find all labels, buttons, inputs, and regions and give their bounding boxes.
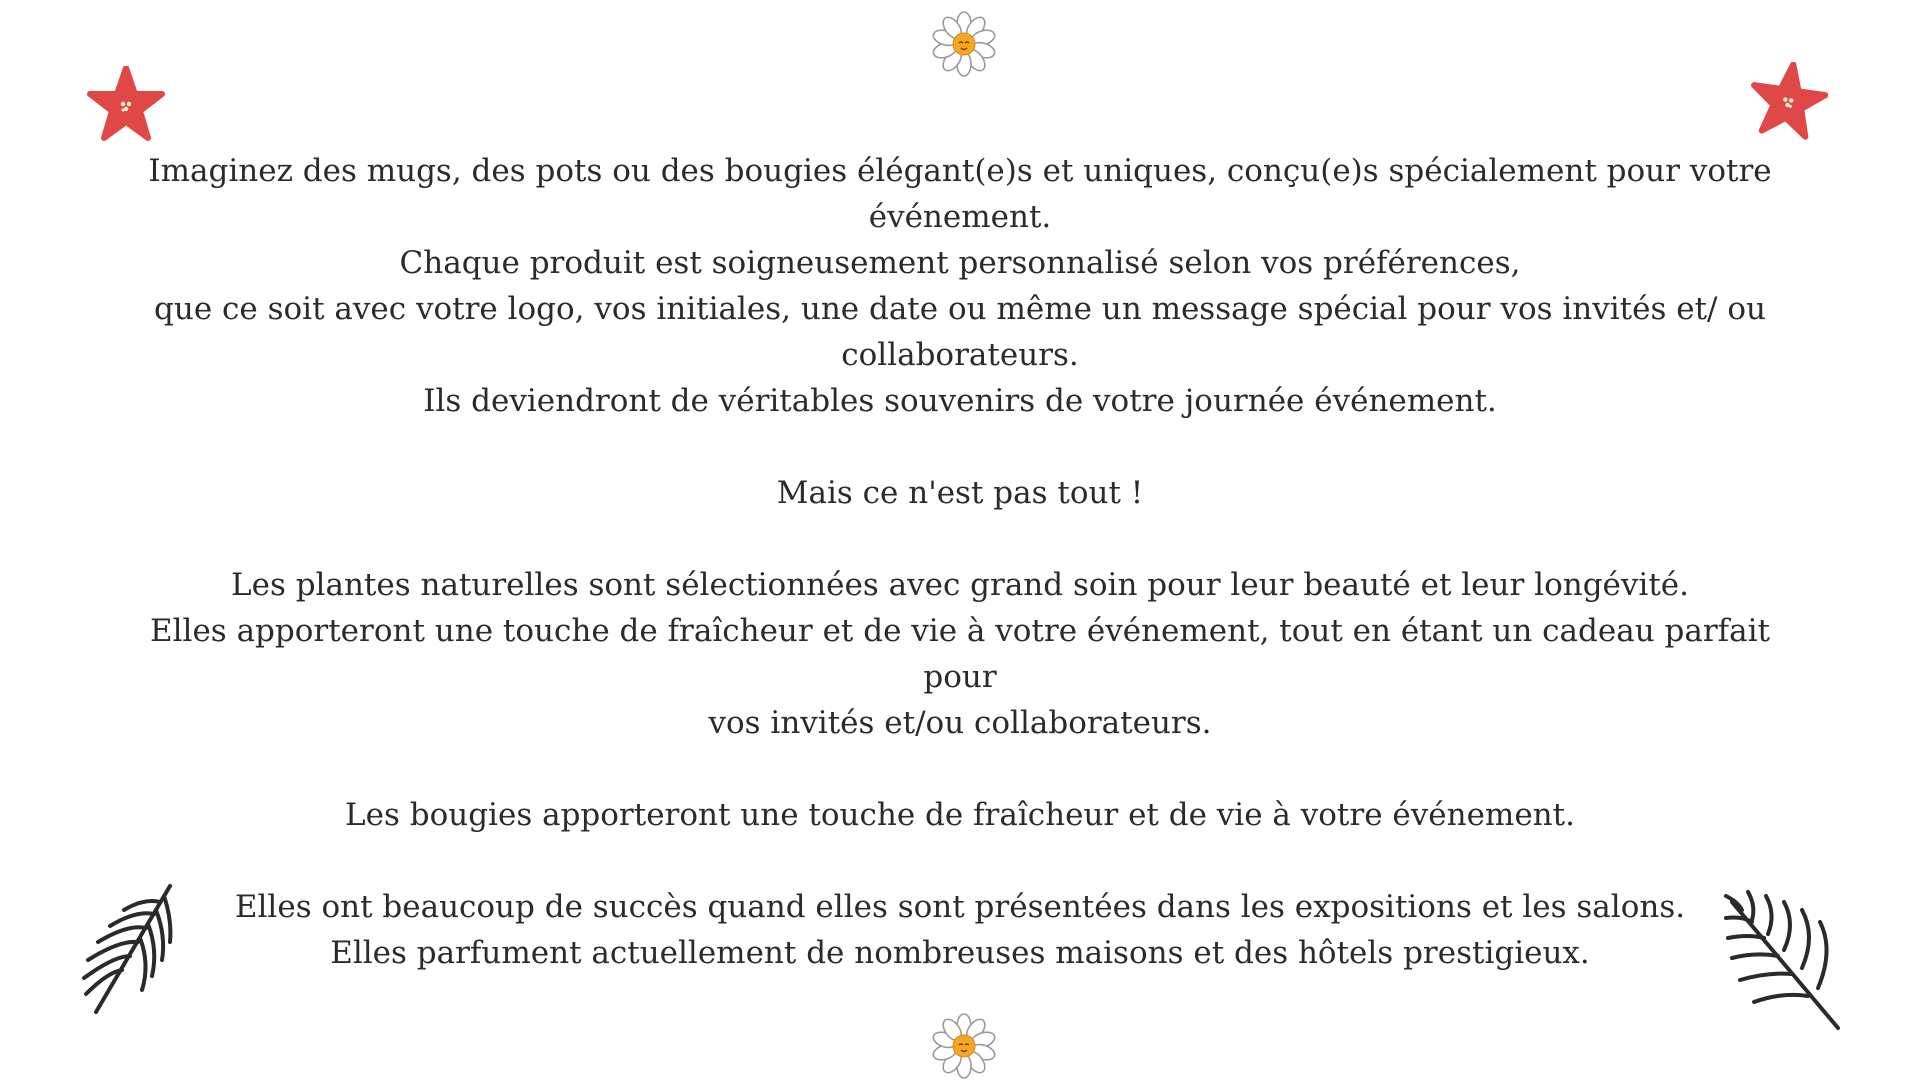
text-line: Imaginez des mugs, des pots ou des bougies élégant(e)s et uniques, conçu(e)s spécialement pour votre (148, 153, 1772, 189)
paragraph-spacer (140, 424, 1780, 470)
text-line: vos invités et/ou collaborateurs. (708, 705, 1212, 741)
text-line: Mais ce n'est pas tout ! (776, 475, 1144, 511)
text-line: Elles ont beaucoup de succès quand elles sont présentées dans les expositions et les salons. (234, 889, 1686, 925)
red-flower-icon (86, 66, 166, 146)
text-line: Les plantes naturelles sont sélectionnées avec grand soin pour leur beauté et leur longévité. (231, 567, 1689, 603)
text-line: événement. (868, 199, 1052, 235)
paragraph-spacer (140, 516, 1780, 562)
red-flower-icon (1748, 62, 1828, 142)
text-line: Les bougies apporteront une touche de fraîcheur et de vie à votre événement. (345, 797, 1575, 833)
text-line: Elles apporteront une touche de fraîcheur et de vie à votre événement, tout en étant un cadeau parfait pour (150, 613, 1770, 695)
daisy-icon (928, 1010, 1000, 1080)
text-line: Ils deviendront de véritables souvenirs de votre journée événement. (423, 383, 1497, 419)
text-line: Elles parfument actuellement de nombreuses maisons et des hôtels prestigieux. (330, 935, 1590, 971)
main-text (140, 148, 1780, 976)
daisy-icon (928, 8, 1000, 80)
paragraph-spacer (140, 746, 1780, 792)
text-line: que ce soit avec votre logo, vos initiales, une date ou même un message spécial pour vos invités et/ ou (154, 291, 1766, 327)
text-line: Chaque produit est soigneusement personnalisé selon vos préférences, (399, 245, 1521, 281)
text-line: collaborateurs. (841, 337, 1079, 373)
paragraph-spacer (140, 838, 1780, 884)
